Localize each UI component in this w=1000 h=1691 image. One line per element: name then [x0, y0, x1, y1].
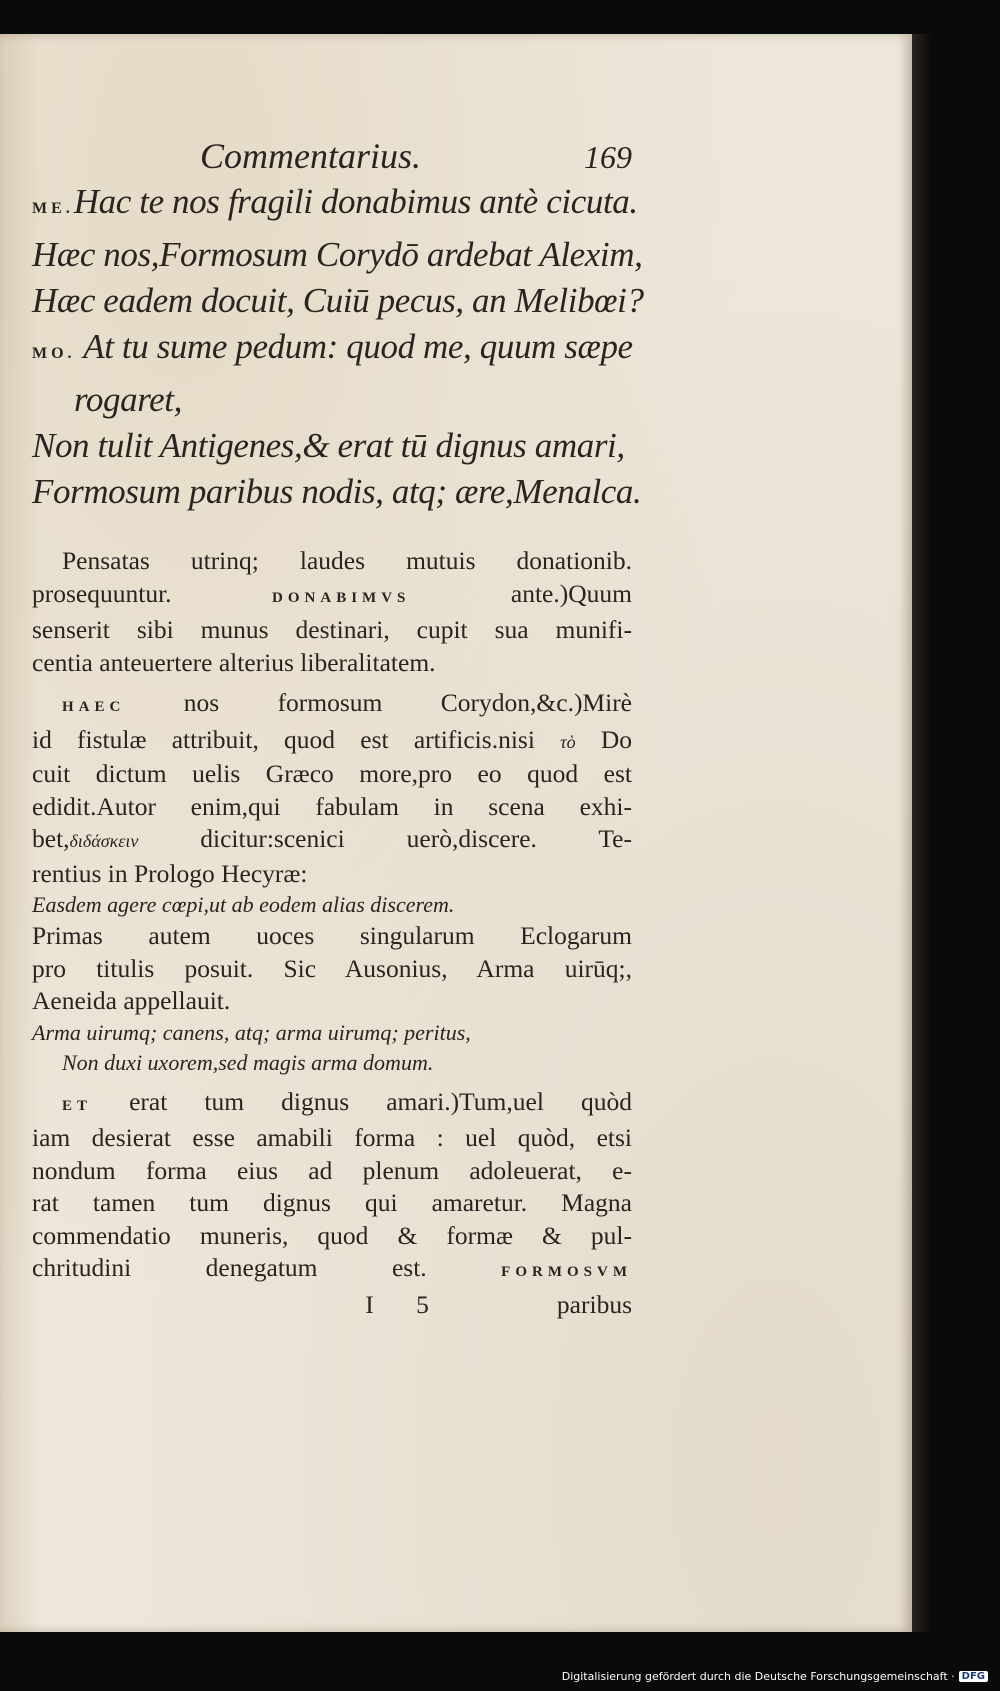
lemma-smallcaps: FORMOSVM [501, 1264, 632, 1280]
quotation-line: Arma uirumq; canens, atq; arma uirumq; peritus, [32, 1019, 471, 1045]
verse-text: rogaret, [74, 380, 182, 419]
lemma-smallcaps: HAEC [62, 699, 126, 715]
verse-text: Hæc eadem docuit, Cuiū pecus, an Melibœi? [32, 281, 644, 320]
prose-line: rentius in Prologo Hecyræ: [32, 858, 308, 888]
lemma-smallcaps: ET [62, 1097, 93, 1114]
digitization-footer [558, 1668, 992, 1685]
verse-block [32, 179, 644, 515]
page-content [32, 134, 644, 1321]
signature-line [32, 1289, 632, 1321]
quotation-line: Easdem agere cœpi,ut ab eodem alias discerem. [32, 892, 455, 917]
prose-line: cuit dictum uelis Græco more,pro eo quod est [32, 759, 632, 788]
prose-line: prosequuntur. DONABIMVS ante.)Quum [32, 578, 632, 608]
prose-line: rat tamen tum dignus qui amaretur. Magna [32, 1188, 632, 1217]
verse-line [32, 278, 644, 324]
greek-word: διδάσκειν [69, 831, 139, 851]
prose-line: ET erat tum dignus amari.)Tum,uel quòd [62, 1086, 632, 1116]
prose-line: senserit sibi munus destinari, cupit sua munifi- [32, 615, 632, 644]
prose-line: centia anteuertere alterius liberalitatem. [32, 647, 436, 677]
commentary-paragraph-2 [32, 687, 632, 1078]
dfg-logo: DFG [959, 1671, 988, 1682]
speaker-label: MO. [32, 345, 76, 362]
verse-text: Hæc nos,Formosum Corydō ardebat Alexim, [32, 235, 643, 274]
prose-line: bet,διδάσκειν dicitur:scenici uerò,discere. Te- [32, 824, 632, 853]
greek-word: τὸ [560, 731, 576, 752]
verse-text: Hac te nos fragili donabimus antè cicuta. [73, 182, 638, 221]
verse-text: At tu sume pedum: quod me, quum sæpe [83, 327, 633, 366]
prose-line: chritudini denegatum est. FORMOSVM [32, 1253, 632, 1282]
signature-mark: I 5 [365, 1289, 447, 1319]
prose-line: Aeneida appellauit. [32, 986, 231, 1015]
verse-line [32, 232, 643, 278]
commentary-paragraph-1 [32, 545, 632, 679]
page-number: 169 [584, 139, 632, 175]
prose-line: edidit.Autor enim,qui fabulam in scena exhi- [32, 791, 632, 821]
verse-line [32, 423, 632, 469]
verse-line [32, 179, 638, 232]
prose-line: Primas autem uoces singularum Eclogarum [32, 921, 632, 950]
verse-line [32, 377, 632, 423]
quotation-line: Non duxi uxorem,sed magis arma domum. [62, 1049, 434, 1075]
running-header [200, 134, 632, 179]
prose-line: commendatio muneris, quod & formæ & pul- [32, 1220, 632, 1250]
verse-text: Non tulit Antigenes,& erat tū dignus amari, [32, 426, 625, 465]
catchword: paribus [556, 1289, 632, 1319]
prose-line: HAEC nos formosum Corydon,&c.)Mirè [62, 688, 633, 717]
footer-text: Digitalisierung gefördert durch die Deutsche Forschungsgemeinschaft · [561, 1670, 955, 1683]
verse-line [32, 324, 632, 377]
prose-line: pro titulis posuit. Sic Ausonius, Arma uirūq;, [32, 953, 632, 983]
commentary-paragraph-3 [32, 1086, 632, 1289]
prose-line: nondum forma eius ad plenum adoleuerat, e- [32, 1155, 632, 1185]
page-edge-shadow [912, 34, 932, 1632]
lemma-smallcaps: DONABIMVS [272, 589, 411, 606]
speaker-label: ME. [32, 200, 74, 217]
prose-line: id fistulæ attribuit, quod est artificis.nisi τὸ Do [32, 724, 633, 754]
prose-line: Pensatas utrinq; laudes mutuis donationib. [62, 546, 632, 575]
verse-line [32, 469, 642, 515]
running-title: Commentarius. [200, 136, 422, 176]
prose-line: iam desierat esse amabili forma : uel quòd, etsi [32, 1123, 632, 1152]
verse-text: Formosum paribus nodis, atq; ære,Menalca. [32, 472, 642, 511]
